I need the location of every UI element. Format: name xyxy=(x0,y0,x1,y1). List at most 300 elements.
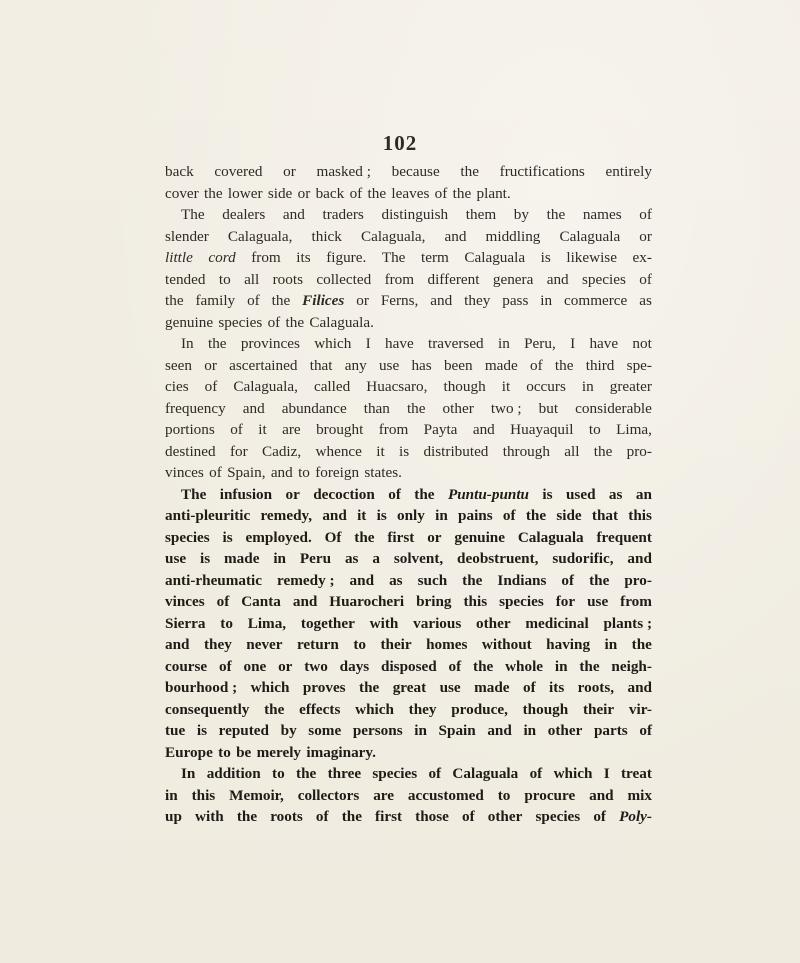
word: to xyxy=(218,743,231,761)
word: as xyxy=(639,292,652,309)
word: of xyxy=(530,356,543,374)
word: of xyxy=(267,313,281,331)
word: by xyxy=(513,206,529,223)
word: vir- xyxy=(628,700,652,718)
word: species xyxy=(582,270,626,288)
word: the xyxy=(204,184,223,202)
word: of xyxy=(349,184,363,202)
word: parts xyxy=(593,722,628,739)
word: abundance xyxy=(281,399,347,417)
word: of xyxy=(529,765,543,782)
word: and xyxy=(472,421,495,438)
word: other xyxy=(442,399,474,417)
word: is xyxy=(199,550,211,567)
word: of xyxy=(209,464,222,481)
word: from xyxy=(384,270,415,288)
text-line xyxy=(165,484,652,506)
word: family xyxy=(195,292,236,309)
word: or xyxy=(356,292,369,309)
word: lower xyxy=(227,184,263,202)
word: great xyxy=(392,679,427,696)
word: side xyxy=(556,507,582,524)
text-line xyxy=(165,290,652,312)
word: species xyxy=(499,593,544,610)
word: used xyxy=(565,485,596,503)
word: accustomed xyxy=(407,786,484,804)
word: Huarocheri xyxy=(329,593,405,610)
word: be xyxy=(236,743,252,761)
text-line xyxy=(165,161,652,183)
word: the xyxy=(341,808,362,825)
word: in xyxy=(554,657,568,675)
text-line xyxy=(165,183,652,205)
word: plants ; xyxy=(603,614,652,632)
word: made xyxy=(474,679,510,696)
word: Sierra xyxy=(165,614,206,632)
word: greater xyxy=(609,378,652,395)
word: genuine xyxy=(454,528,505,546)
word: been xyxy=(443,356,473,374)
word: the xyxy=(473,657,494,675)
word: vinces xyxy=(165,464,204,481)
word: through xyxy=(502,442,550,460)
word: species xyxy=(372,765,418,782)
word: pains xyxy=(458,507,493,524)
text-line xyxy=(165,419,652,441)
word: and xyxy=(444,227,467,245)
text-line xyxy=(165,269,652,291)
word: return xyxy=(296,636,339,653)
word: Europe xyxy=(165,743,213,761)
word: them xyxy=(465,206,497,223)
word: from xyxy=(251,249,281,266)
word: together xyxy=(300,614,355,632)
word: frequent xyxy=(596,528,652,546)
word: distinguish xyxy=(381,206,449,223)
text-line xyxy=(165,763,652,785)
word: traders xyxy=(322,206,364,223)
word: Calaguala, xyxy=(227,227,293,245)
word: and xyxy=(430,292,453,309)
word: procure xyxy=(524,786,576,804)
word: addition xyxy=(206,765,261,782)
word: in xyxy=(540,292,553,309)
word: its xyxy=(296,249,311,266)
word: the xyxy=(546,206,566,223)
word: is xyxy=(376,507,387,524)
word: In xyxy=(181,765,196,782)
word: proves xyxy=(302,679,346,696)
word: fructifications xyxy=(499,163,585,180)
word: and xyxy=(242,399,265,417)
word: provinces xyxy=(240,335,300,352)
word: of xyxy=(502,507,516,524)
word: effects xyxy=(299,700,341,718)
word: distributed xyxy=(423,442,489,460)
page-number: 102 xyxy=(382,131,418,155)
word: the xyxy=(207,335,227,352)
word: such xyxy=(417,571,448,589)
text-line xyxy=(165,806,652,828)
text-line xyxy=(165,548,652,570)
word: has xyxy=(411,356,432,374)
word: up xyxy=(165,808,182,825)
word: genera xyxy=(492,270,534,288)
word: first xyxy=(387,528,415,546)
word: and xyxy=(627,679,652,696)
word: Huayaquil xyxy=(510,421,574,438)
word: bring xyxy=(416,593,452,610)
word: two ; xyxy=(490,399,522,417)
word: I xyxy=(603,765,610,782)
word: and xyxy=(627,550,652,567)
word: are xyxy=(373,786,394,804)
word: consequently xyxy=(165,700,250,718)
word: in xyxy=(414,722,427,739)
word: the xyxy=(271,292,291,309)
word: than xyxy=(363,399,390,417)
word: cover xyxy=(165,184,199,202)
word: genuine xyxy=(165,313,214,331)
word: to xyxy=(588,421,601,438)
word: of xyxy=(639,206,652,223)
word: roots xyxy=(272,270,303,288)
word: collectors xyxy=(297,786,360,804)
word: which xyxy=(314,335,352,352)
word: leaves xyxy=(391,184,430,202)
word: I xyxy=(570,335,576,352)
word: to xyxy=(272,765,285,782)
word: two xyxy=(304,657,328,675)
word: the xyxy=(579,657,600,675)
word: employed. xyxy=(245,528,312,546)
word: the xyxy=(264,700,285,718)
word: covered xyxy=(214,163,263,180)
word: or xyxy=(285,485,300,503)
word: by xyxy=(280,722,297,739)
word: the xyxy=(593,442,613,460)
word: this xyxy=(463,593,488,610)
word: of xyxy=(230,421,243,438)
word: the xyxy=(460,163,479,180)
word: occurs xyxy=(526,378,566,395)
body-text xyxy=(165,161,652,828)
word: merely xyxy=(256,743,302,761)
text-line xyxy=(165,226,652,248)
word: cord xyxy=(208,249,236,266)
word: the xyxy=(367,184,387,202)
word: names xyxy=(582,206,622,223)
word: other xyxy=(476,614,511,632)
word: Calaguala, xyxy=(233,378,298,395)
word: Lima, xyxy=(616,421,652,438)
word: of xyxy=(448,657,462,675)
word: portions xyxy=(165,421,215,438)
text-line xyxy=(165,634,652,656)
word: Of xyxy=(324,528,342,546)
word: Cadiz, xyxy=(261,442,302,460)
word: or xyxy=(639,227,652,245)
text-line xyxy=(165,785,652,807)
word: and xyxy=(282,206,305,223)
word: and xyxy=(487,722,512,739)
word: all xyxy=(564,442,580,460)
word: bourhood ; xyxy=(165,679,238,696)
word: species xyxy=(535,808,581,825)
word: made xyxy=(224,550,260,567)
word: collected xyxy=(316,270,372,288)
word: tended xyxy=(165,270,206,288)
word: considerable xyxy=(575,399,652,417)
word: the xyxy=(285,313,305,331)
word: only xyxy=(397,507,425,524)
word: persons xyxy=(352,722,403,739)
word: of xyxy=(428,765,442,782)
word: in xyxy=(273,550,286,567)
word: to xyxy=(218,270,231,288)
word: of xyxy=(434,184,448,202)
word: dealers xyxy=(222,206,266,223)
text-line xyxy=(165,505,652,527)
word: destined xyxy=(165,442,216,460)
word: In xyxy=(181,335,194,352)
word: in xyxy=(165,786,178,804)
word: from xyxy=(620,593,652,610)
word: little xyxy=(165,249,193,266)
word: it xyxy=(357,507,367,524)
word: Calaguala xyxy=(517,528,584,546)
text-line xyxy=(165,656,652,678)
word: side xyxy=(267,184,293,202)
word: deobstruent, xyxy=(457,550,539,567)
word: Spain, xyxy=(227,464,266,481)
word: ex- xyxy=(632,249,652,266)
word: figure. xyxy=(326,249,367,266)
text-line xyxy=(165,591,652,613)
word: pass xyxy=(502,292,529,309)
word: in xyxy=(604,636,618,653)
word: the xyxy=(165,292,184,309)
word: its xyxy=(549,679,565,696)
word: of xyxy=(216,593,230,610)
word: their xyxy=(582,700,615,718)
word: or xyxy=(204,356,217,374)
text-line xyxy=(165,398,652,420)
word: and xyxy=(292,593,318,610)
word: with xyxy=(195,808,224,825)
word: back xyxy=(315,184,345,202)
word: of xyxy=(639,270,652,288)
word: The xyxy=(181,206,205,223)
word: and xyxy=(270,464,293,481)
word: their xyxy=(380,636,412,653)
word: this xyxy=(628,507,652,524)
word: Poly- xyxy=(619,808,652,825)
word: sudorific, xyxy=(552,550,614,567)
word: the xyxy=(359,679,380,696)
word: cies xyxy=(165,378,189,395)
word: some xyxy=(308,722,342,739)
word: other xyxy=(547,722,583,739)
word: not xyxy=(632,335,652,352)
word: Canta xyxy=(241,593,281,610)
word: it xyxy=(376,442,385,460)
word: that xyxy=(309,356,333,374)
word: is xyxy=(196,722,208,739)
word: of xyxy=(522,679,536,696)
word: ascertained xyxy=(229,356,298,374)
text-line xyxy=(165,355,652,377)
word: use xyxy=(378,356,400,374)
word: in xyxy=(581,378,594,395)
word: or xyxy=(283,163,296,180)
text-line xyxy=(165,742,652,764)
word: solvent, xyxy=(393,550,444,567)
text-line xyxy=(165,247,652,269)
word: produce, xyxy=(451,700,508,718)
word: mix xyxy=(627,786,652,804)
word: have xyxy=(385,335,414,352)
word: I xyxy=(365,335,371,352)
word: the xyxy=(554,356,574,374)
word: an xyxy=(635,485,652,503)
word: reputed xyxy=(218,722,269,739)
word: or xyxy=(278,657,293,675)
word: treat xyxy=(620,765,652,782)
word: a xyxy=(372,550,380,567)
word: from xyxy=(378,421,409,438)
word: disposed xyxy=(381,657,437,675)
word: likewise xyxy=(566,249,617,266)
word: anti-rheumatic xyxy=(165,571,263,589)
word: frequency xyxy=(165,399,226,417)
word: of xyxy=(388,485,401,503)
word: first xyxy=(375,808,403,825)
word: as xyxy=(389,571,403,589)
word: anti-pleuritic xyxy=(165,507,251,524)
word: tue xyxy=(165,722,186,739)
word: whole xyxy=(505,657,544,675)
word: infusion xyxy=(219,485,273,503)
word: brought xyxy=(316,421,364,438)
word: of xyxy=(462,808,475,825)
word: is xyxy=(540,249,551,266)
word: commerce xyxy=(564,292,628,309)
word: remedy ; xyxy=(277,571,335,589)
word: neigh- xyxy=(611,657,652,675)
text-line xyxy=(165,677,652,699)
word: in xyxy=(523,722,537,739)
word: Ferns, xyxy=(380,292,419,309)
word: imaginary. xyxy=(306,743,376,761)
word: Lima, xyxy=(247,614,287,632)
word: Calaguala, xyxy=(360,227,426,245)
word: three xyxy=(327,765,362,782)
word: use xyxy=(165,550,187,567)
word: masked ; xyxy=(316,163,371,180)
word: foreign xyxy=(315,464,360,481)
word: species xyxy=(218,313,263,331)
word: are xyxy=(282,421,301,438)
word: which xyxy=(355,700,394,718)
text-line xyxy=(165,462,652,484)
word: homes xyxy=(426,636,468,653)
word: of xyxy=(593,808,606,825)
word: Calaguala xyxy=(559,227,621,245)
word: and xyxy=(349,571,375,589)
word: with xyxy=(369,614,399,632)
word: to xyxy=(497,786,511,804)
word: Spain xyxy=(438,722,476,739)
word: and xyxy=(322,507,347,524)
word: roots xyxy=(270,808,303,825)
word: third xyxy=(585,356,615,374)
word: to xyxy=(220,614,233,632)
word: or xyxy=(297,184,311,202)
word: the xyxy=(354,528,375,546)
word: other xyxy=(487,808,523,825)
word: but xyxy=(538,399,559,417)
word: called xyxy=(313,378,351,395)
word: days xyxy=(339,657,370,675)
word: term xyxy=(420,249,449,266)
word: use xyxy=(587,593,609,610)
word: the xyxy=(525,507,547,524)
word: Payta xyxy=(423,421,458,438)
text-line xyxy=(165,312,652,334)
word: vinces xyxy=(165,593,205,610)
word: never xyxy=(246,636,283,653)
word: pro- xyxy=(626,442,652,460)
word: which xyxy=(553,765,593,782)
word: Huacsaro, xyxy=(366,378,428,395)
word: Indians xyxy=(497,571,547,589)
word: this xyxy=(191,786,216,804)
text-line xyxy=(165,333,652,355)
word: of xyxy=(219,657,232,675)
word: all xyxy=(244,270,260,288)
word: remedy, xyxy=(260,507,313,524)
word: or xyxy=(427,528,442,546)
word: because xyxy=(391,163,440,180)
word: plant. xyxy=(476,184,511,202)
text-line xyxy=(165,699,652,721)
word: the xyxy=(406,399,426,417)
word: they xyxy=(408,700,437,718)
word: of xyxy=(204,378,218,395)
word: Calaguala xyxy=(464,249,526,266)
text-line xyxy=(165,376,652,398)
word: entirely xyxy=(605,163,652,180)
word: Peru, xyxy=(524,335,556,352)
word: to xyxy=(298,464,310,481)
word: species xyxy=(165,528,210,546)
word: spe- xyxy=(626,356,652,374)
word: middling xyxy=(485,227,541,245)
word: though xyxy=(443,378,486,395)
word: which xyxy=(250,679,290,696)
word: those xyxy=(415,808,449,825)
word: though xyxy=(522,700,569,718)
word: Puntu-puntu xyxy=(447,485,530,503)
word: they xyxy=(203,636,232,653)
word: and xyxy=(165,636,190,653)
word: course xyxy=(165,657,208,675)
word: of xyxy=(561,571,575,589)
word: the xyxy=(589,571,610,589)
word: seen xyxy=(165,356,192,374)
text-line xyxy=(165,570,652,592)
